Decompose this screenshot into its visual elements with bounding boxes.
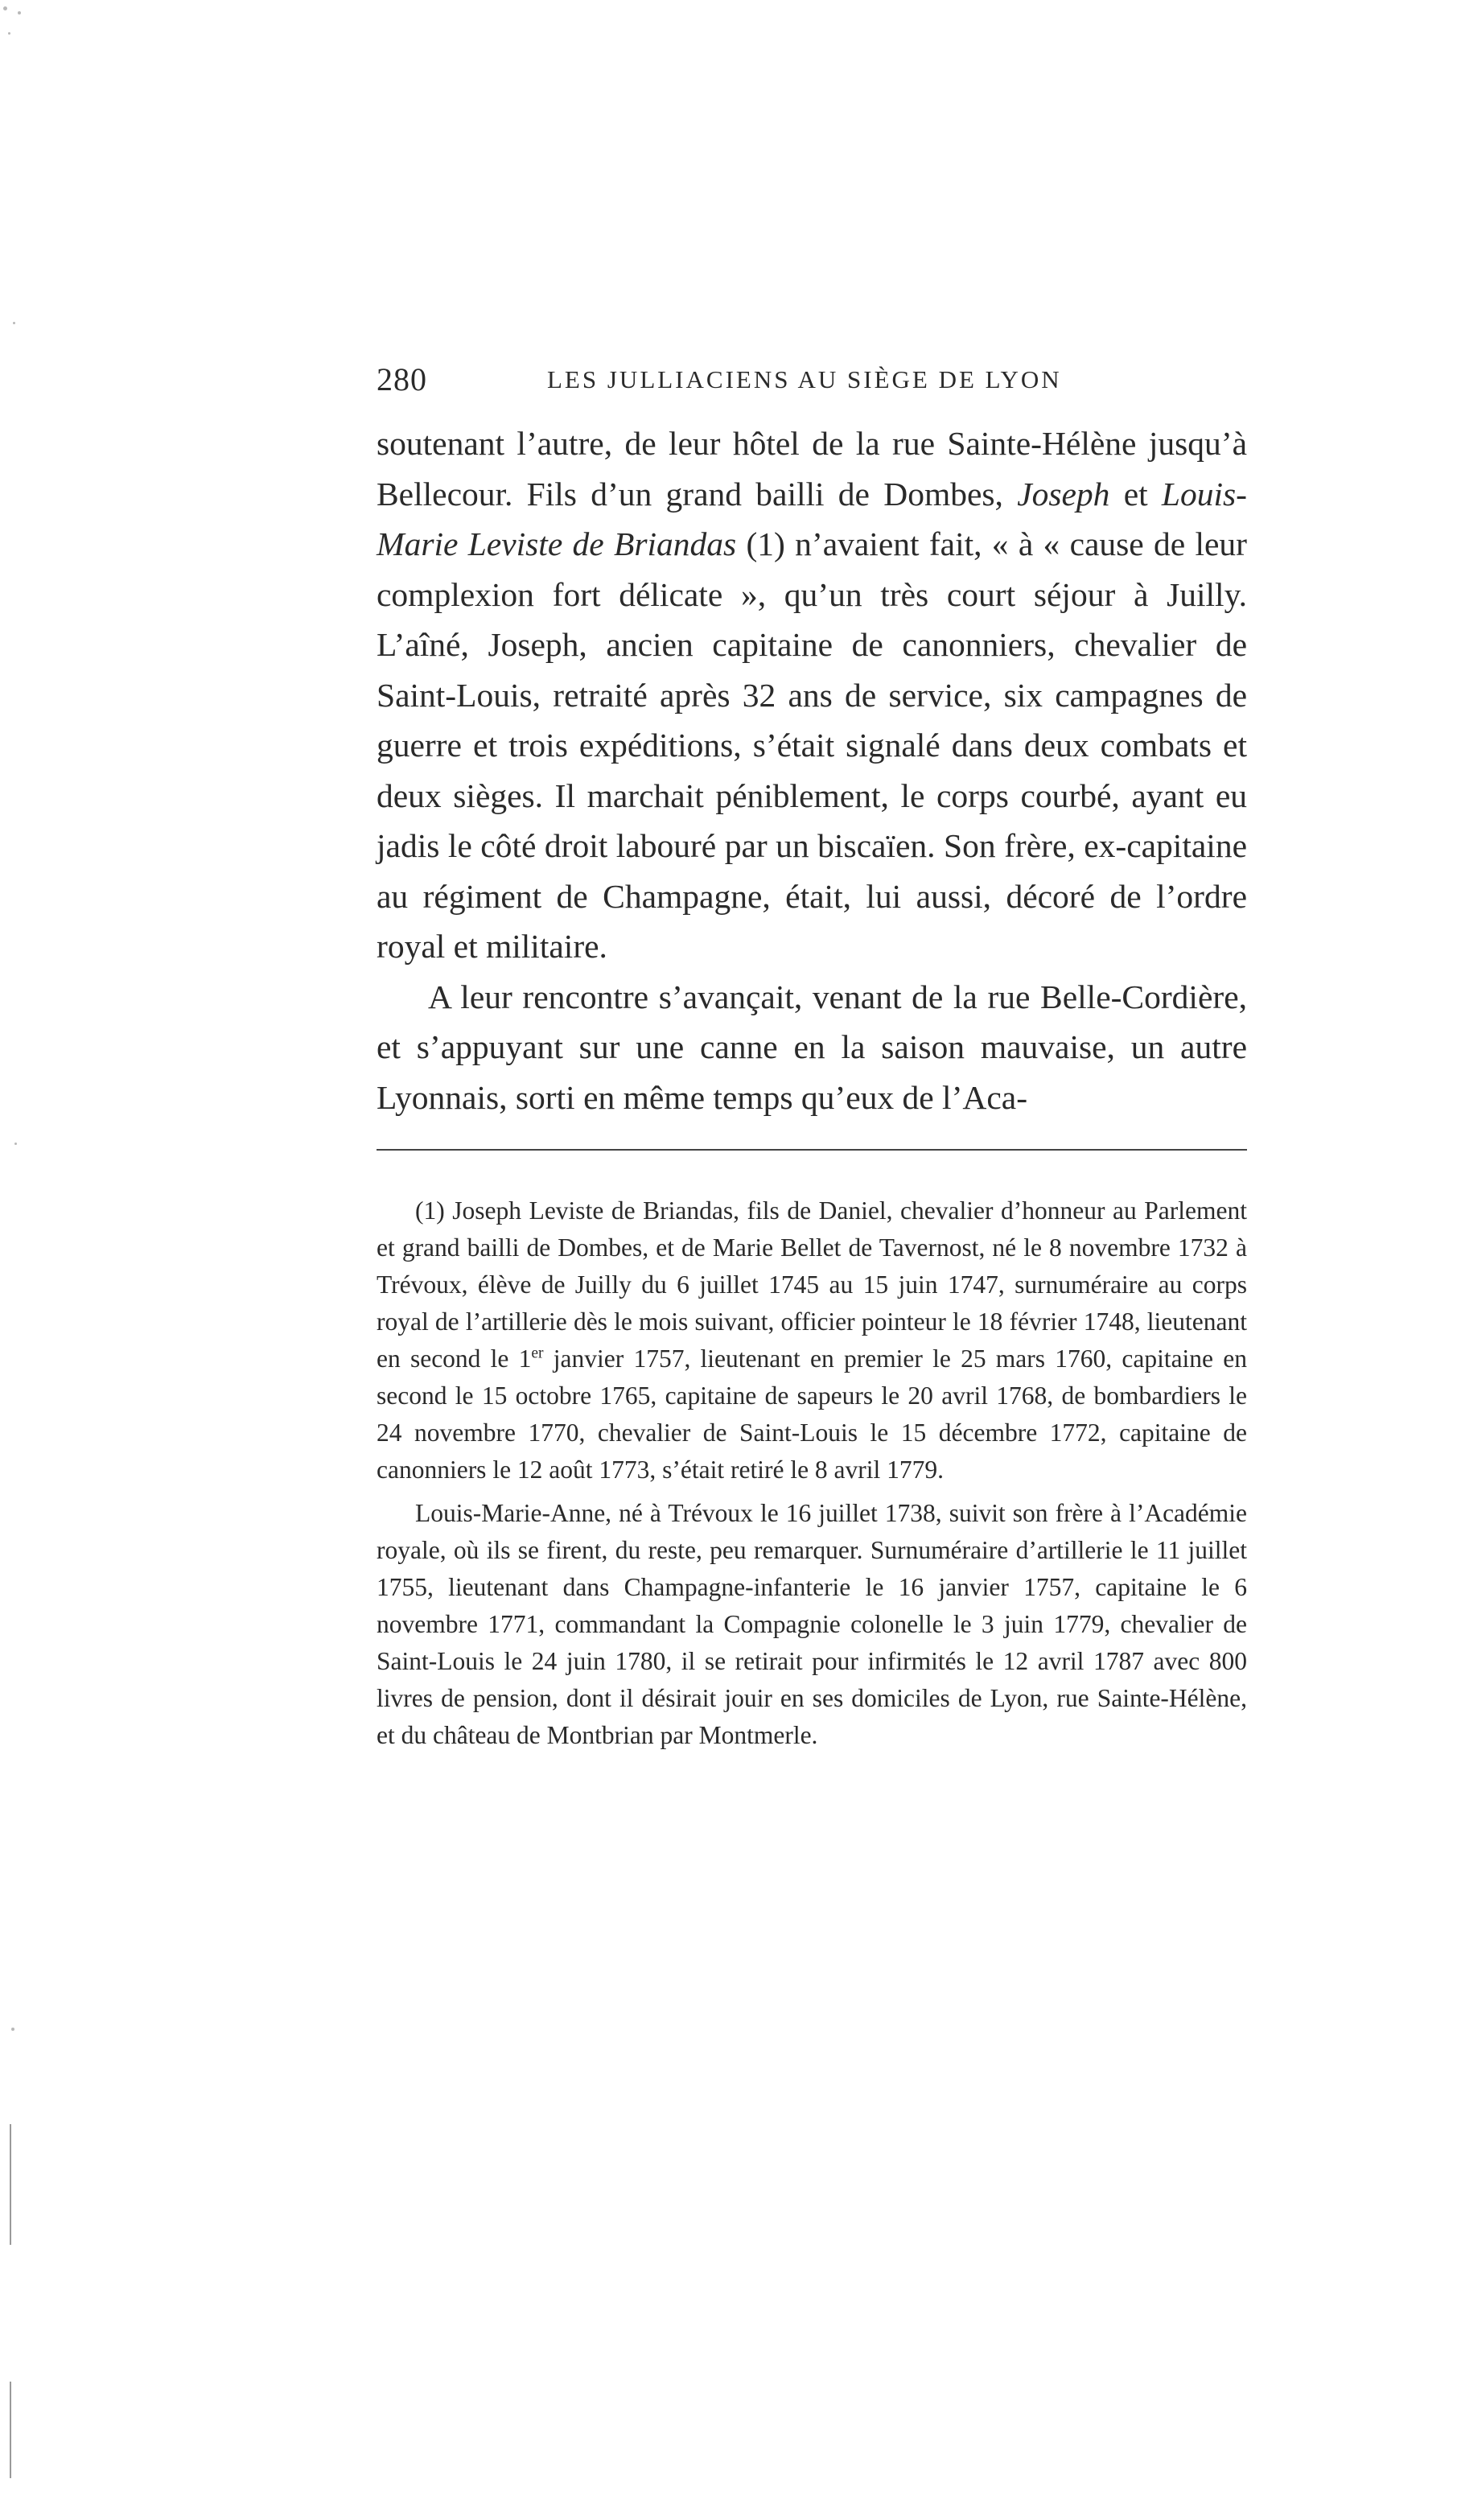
footnote-1-text-b: janvier 1757, lieutenant en premier le 25 mars 1760, capitaine en second le 15 octobre 1765, capitaine de sapeurs le 20 avril 1768, de bombardiers le 24 novembre 1770, chevalier de Saint-Louis le 15 décembre 1772, capitaine de canonniers le 12 août 1773, s’était retiré le 8 avril 1779. [377, 1344, 1247, 1484]
page-header [377, 360, 1261, 409]
scan-speck [14, 1143, 17, 1145]
scan-margin-line [10, 2382, 11, 2478]
main-text [377, 418, 1247, 1122]
paragraph-2: A leur rencontre s’avançait, venant de la rue Belle-Cordière, et s’appuyant sur une canne en la saison mauvaise, un autre Lyonnais, sorti en même temps qu’eux de l’Aca- [377, 978, 1247, 1116]
footnote-2: Louis-Marie-Anne, né à Trévoux le 16 juillet 1738, suivit son frère à l’Académie royale, où ils se firent, du reste, peu remarquer. Surnuméraire d’artillerie le 11 juillet 1755, lieutenant dans Champagne-infanterie le 16 janvier 1757, capitaine le 6 novembre 1771, commandant la Compagnie colonelle le 3 juin 1779, chevalier de Saint-Louis le 24 juin 1780, il se retirait pour infirmités le 12 avril 1787 avec 800 livres de pension, dont il désirait jouir en ses domiciles de Lyon, rue Sainte-Hélène, et du château de Montbrian par Montmerle. [377, 1499, 1247, 1749]
scan-speck [8, 32, 10, 35]
italic-name-louis-marie: Louis-Marie Leviste de Briandas [377, 475, 1247, 562]
footnote-1 [377, 1192, 1247, 1489]
paragraph-1-text-c: (1) n’avaient fait, « à « cause de leur complexion fort délicate », qu’un très court séjour à Juilly. L’aîné, Joseph, ancien capitaine de canonniers, chevalier de Saint-Louis, retraité après 32 ans de service, six campagnes de guerre et trois expéditions, s’était signalé dans deux combats et deux sièges. Il marchait péniblement, le corps courbé, ayant eu jadis le côté droit labouré par un biscaïen. Son frère, ex-capitaine au régiment de Champagne, était, lui aussi, décoré de l’ordre royal et militaire. [377, 525, 1247, 965]
italic-name-joseph: Joseph [1017, 475, 1110, 513]
footnotes [377, 1192, 1247, 1754]
page-number: 280 [377, 361, 427, 397]
footnote-1-superscript: er [531, 1344, 544, 1362]
paragraph-1-text-b: et [1109, 475, 1162, 513]
scan-margin-line [10, 2124, 11, 2245]
scan-speck [13, 322, 15, 324]
paragraph-1 [377, 418, 1247, 972]
footnote-1-text-a: (1) Joseph Leviste de Briandas, fils de Daniel, chevalier d’honneur au Parlement et grand bailli de Dombes, et de Marie Bellet de Tavernost, né le 8 novembre 1732 à Trévoux, élève de Juilly du 6 juillet 1745 au 15 juin 1747, surnuméraire au corps royal de l’artillerie dès le mois suivant, officier pointeur le 18 février 1748, lieutenant en second le 1 [377, 1196, 1247, 1373]
scan-speck [18, 11, 21, 14]
running-head: LES JULLIACIENS AU SIÈGE DE LYON [547, 365, 1062, 393]
footnote-divider [377, 1149, 1247, 1151]
scan-speck [3, 6, 7, 10]
paragraph-1-text-a: soutenant l’autre, de leur hôtel de la rue Sainte-Hélène jusqu’à Bellecour. Fils d’un grand bailli de Dombes, [377, 425, 1247, 513]
scan-speck [11, 2028, 14, 2031]
